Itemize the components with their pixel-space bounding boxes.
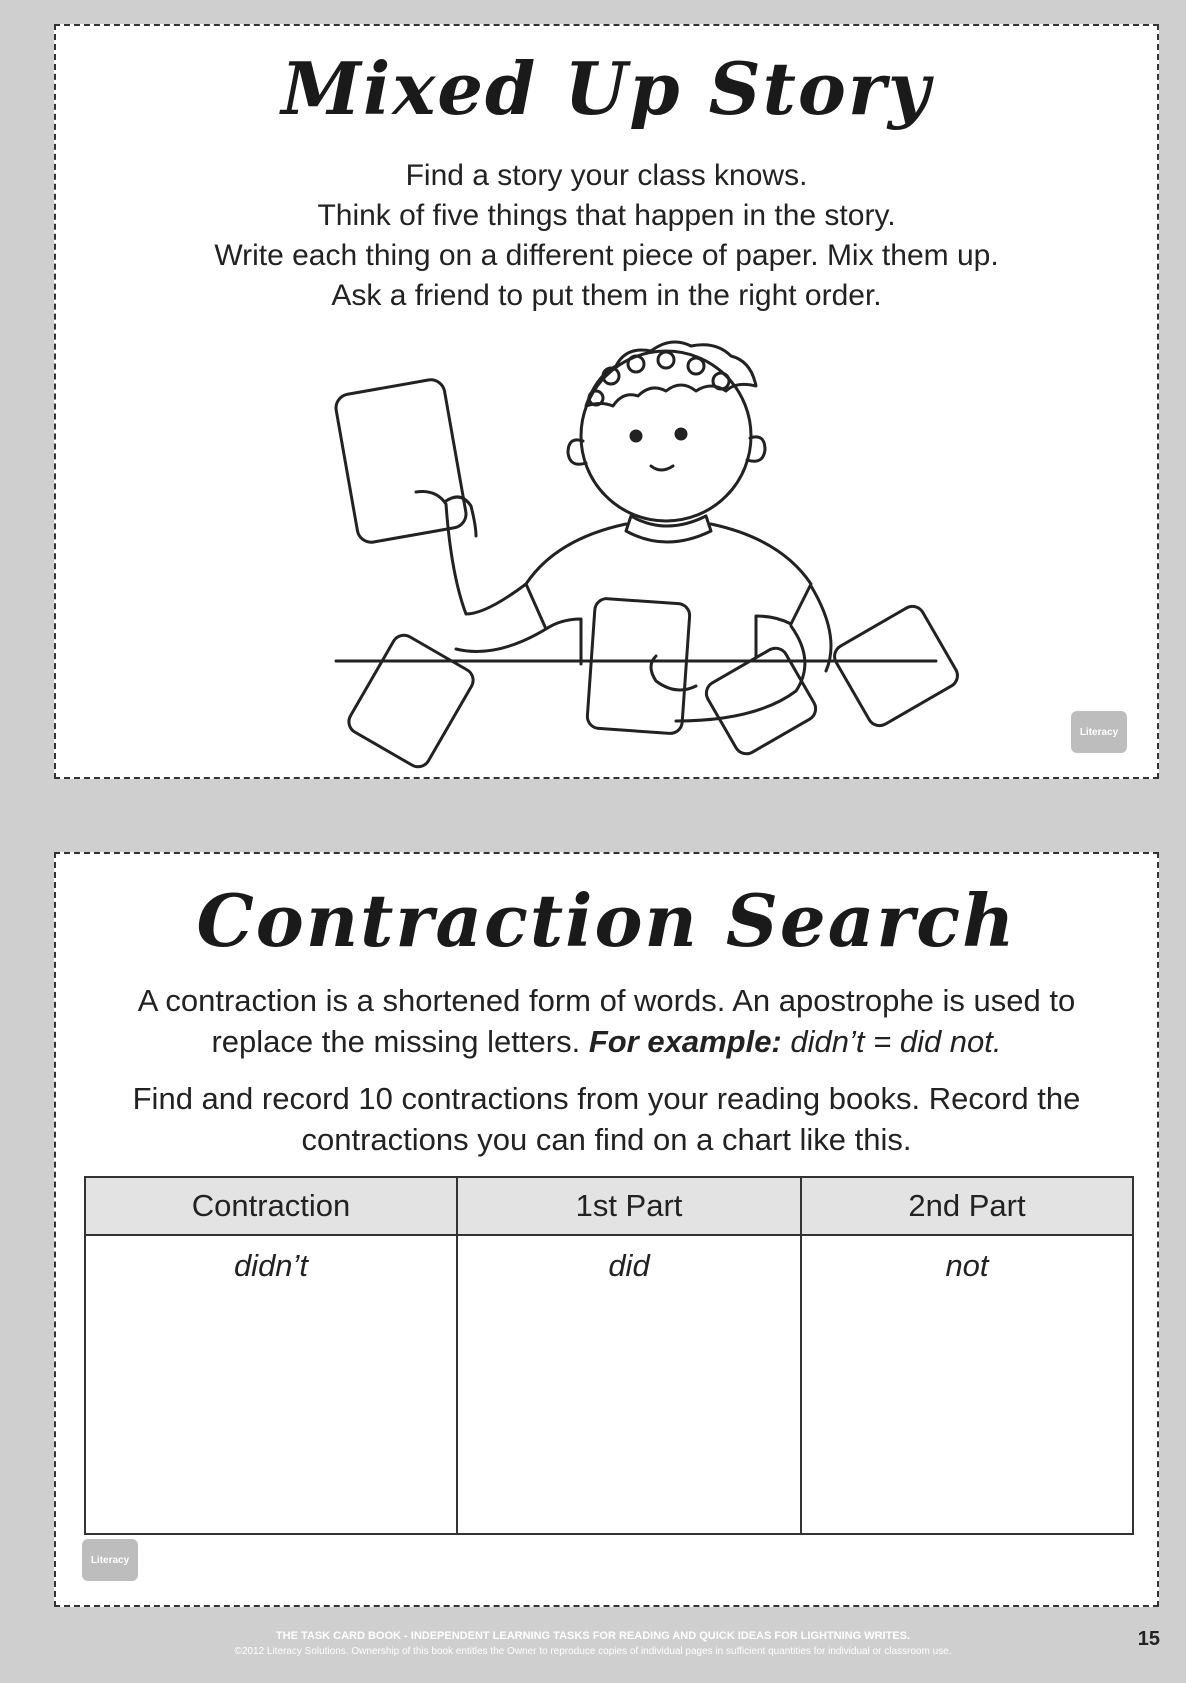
- definition-text: A contraction is a shortened form of words. An apostrophe is used to replace the missing letters.: [137, 983, 1076, 1059]
- boy-with-cards-illustration: [256, 326, 1036, 776]
- header-1st-part: 1st Part: [457, 1177, 801, 1235]
- example-text: didn’t = did not.: [790, 1024, 1002, 1059]
- contraction-search-card: [54, 852, 1159, 1607]
- instruction-line: Think of five things that happen in the story.: [317, 199, 896, 232]
- instruction-line: Find a story your class knows.: [405, 159, 808, 192]
- page-number: 15: [1137, 1628, 1160, 1650]
- card-title: Contraction Search: [196, 878, 1017, 963]
- contraction-chart: [84, 1176, 1134, 1535]
- mixed-up-story-card: [54, 24, 1159, 779]
- instruction-line: Ask a friend to put them in the right order.: [331, 279, 882, 312]
- table-row: [85, 1235, 1133, 1534]
- footer-title: THE TASK CARD BOOK - INDEPENDENT LEARNING TASKS FOR READING AND QUICK IDEAS FOR LIGHTNING WRITES.: [275, 1630, 911, 1642]
- table-header-row: [85, 1177, 1133, 1235]
- example-label: For example:: [588, 1024, 782, 1059]
- definition-paragraph: [86, 980, 1127, 1062]
- literacy-logo: Literacy: [82, 1539, 138, 1581]
- instruction-line: Write each thing on a different piece of paper. Mix them up.: [214, 239, 999, 272]
- cell-1st-part: did: [457, 1235, 801, 1534]
- cell-2nd-part: not: [801, 1235, 1133, 1534]
- card-title: Mixed Up Story: [281, 46, 932, 131]
- header-contraction: Contraction: [85, 1177, 457, 1235]
- literacy-logo: Literacy: [1071, 711, 1127, 753]
- instructions: [56, 156, 1157, 316]
- header-2nd-part: 2nd Part: [801, 1177, 1133, 1235]
- footer-copyright: ©2012 Literacy Solutions. Ownership of this book entitles the Owner to reproduce copies of individual pages in sufficient quantities for individual or classroom use.: [234, 1646, 952, 1657]
- cell-contraction: didn’t: [85, 1235, 457, 1534]
- task-paragraph: Find and record 10 contractions from your reading books. Record the contractions you can find on a chart like this.: [132, 1081, 1081, 1157]
